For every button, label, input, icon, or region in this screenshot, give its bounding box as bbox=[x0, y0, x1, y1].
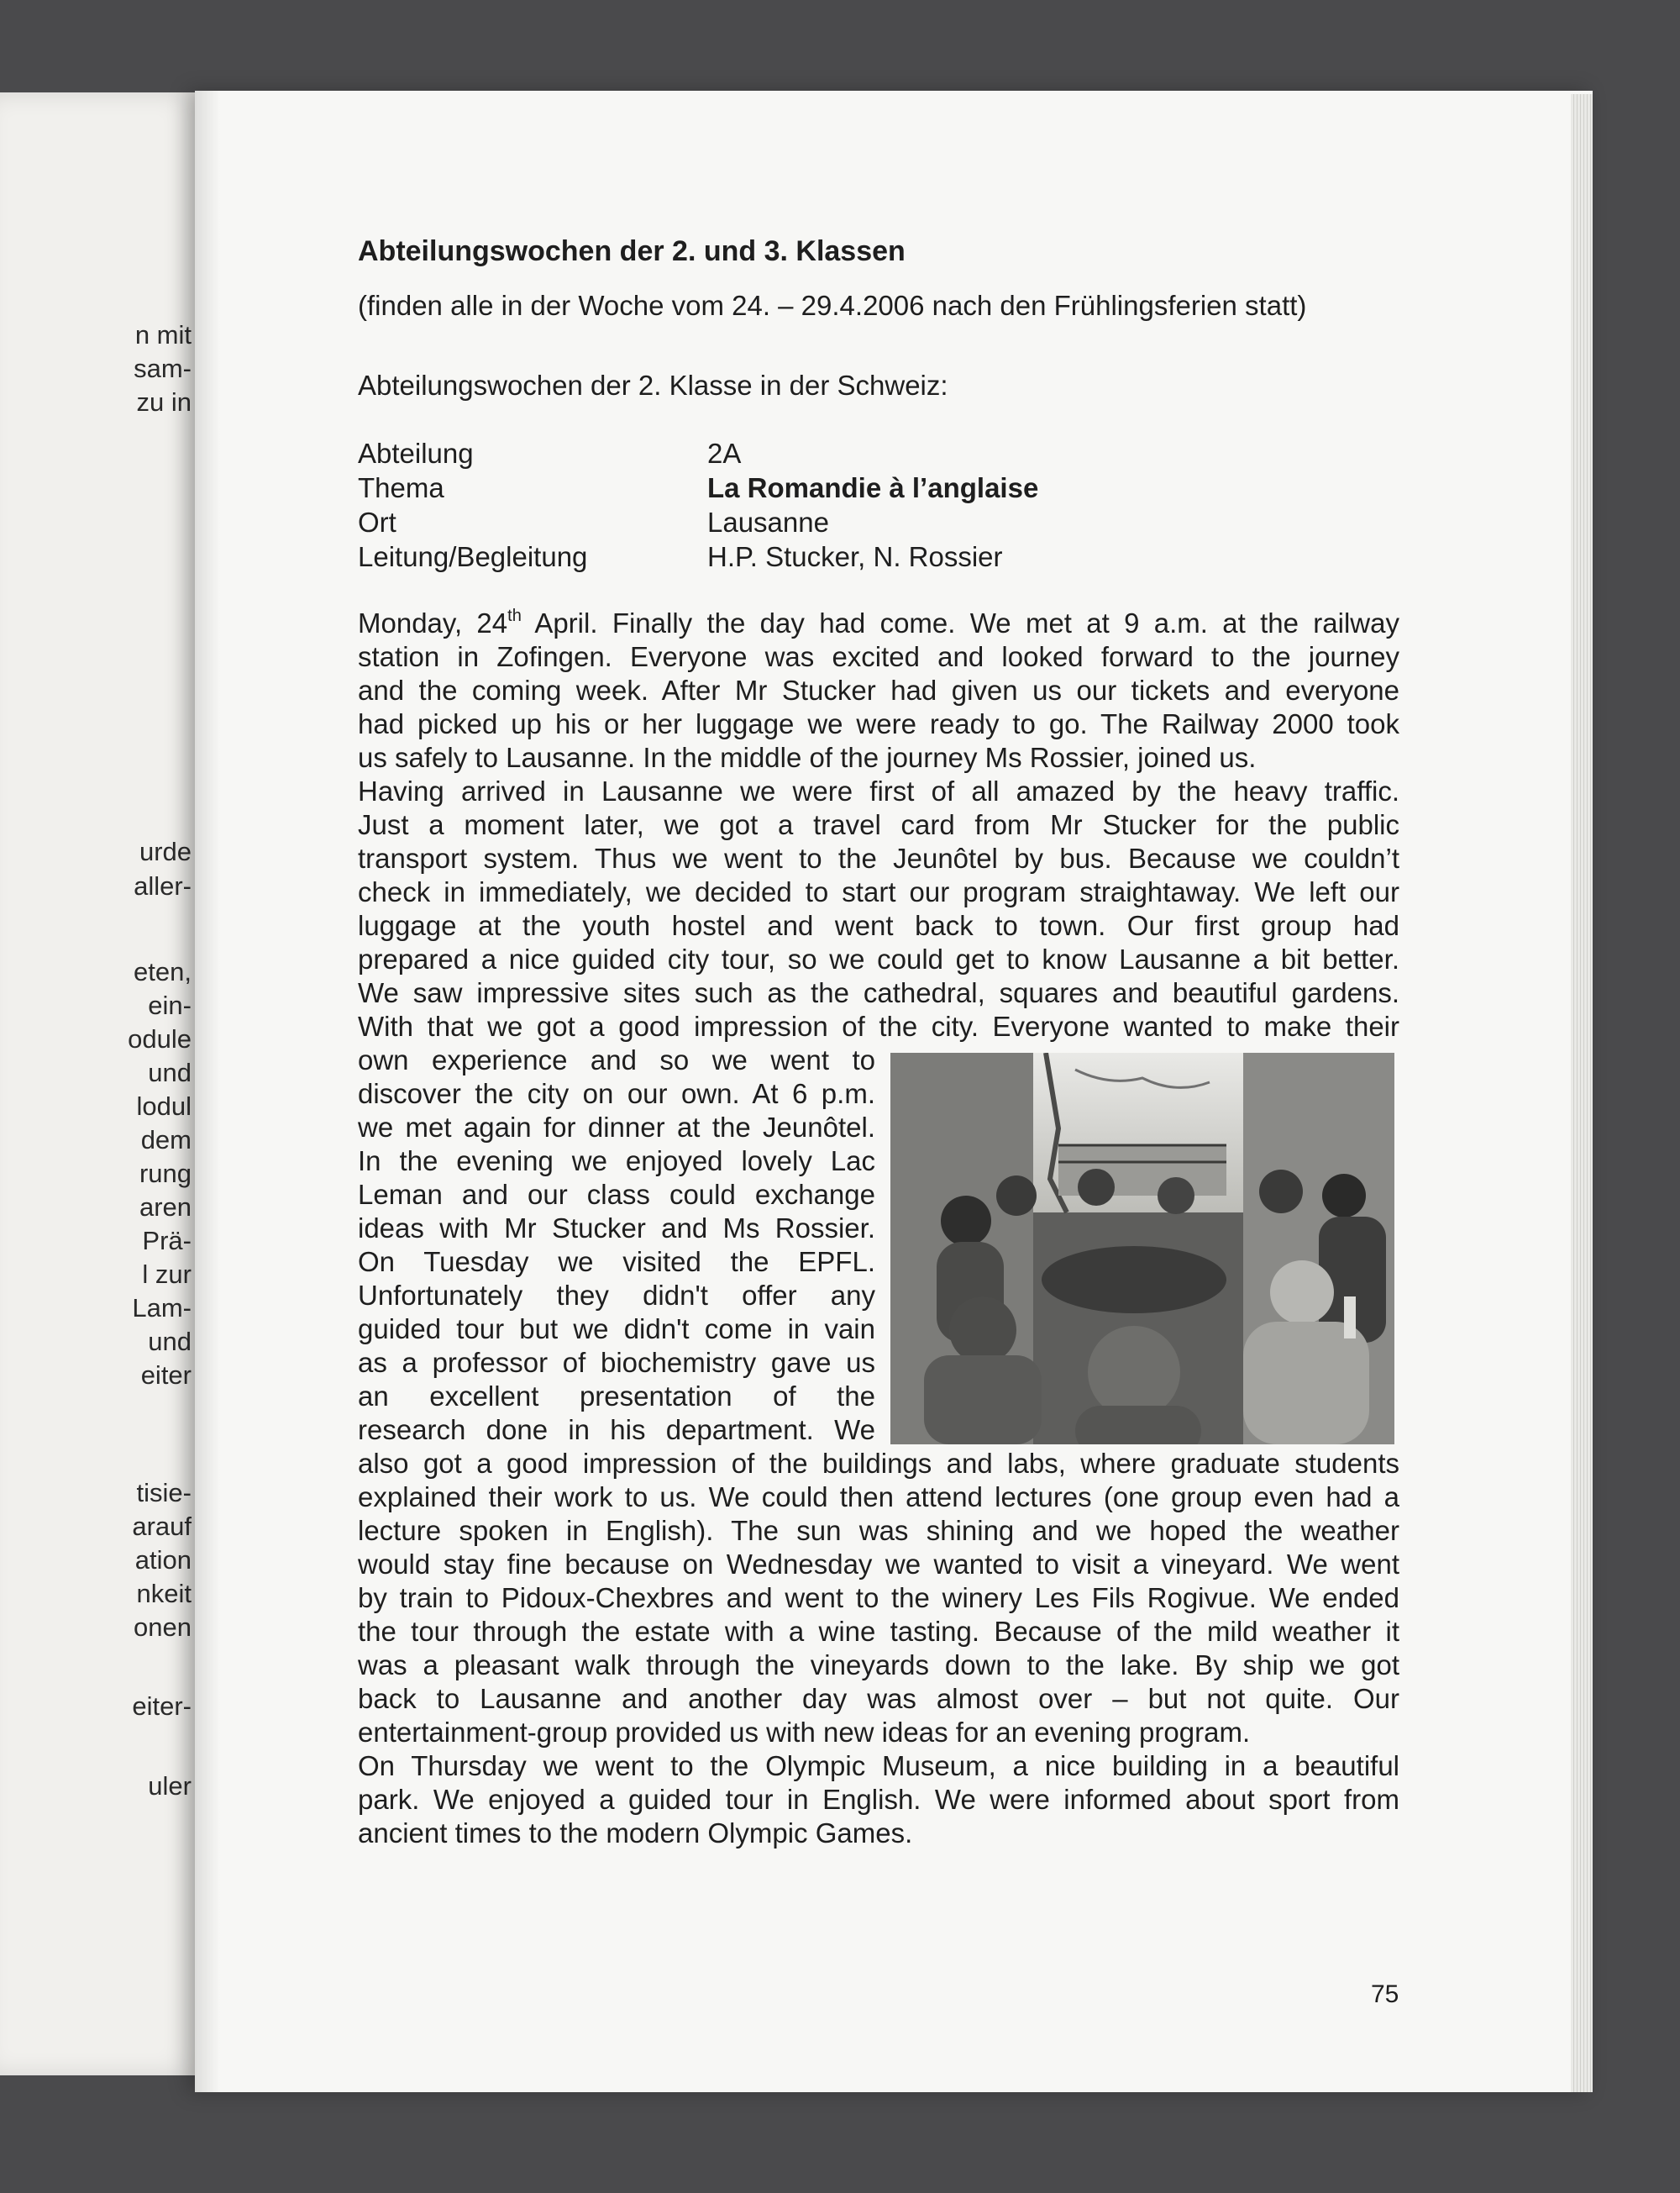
left-text-fragment: lodul bbox=[136, 1091, 192, 1121]
date-text: Monday, 24 bbox=[358, 607, 508, 639]
left-text-fragment: rung bbox=[139, 1159, 192, 1188]
body-line: guided tour but we didn't come in vain bbox=[358, 1313, 875, 1344]
left-text-fragment: n mit bbox=[134, 320, 192, 350]
meta-value-ort: Lausanne bbox=[707, 507, 829, 538]
left-text-fragment: aller- bbox=[134, 871, 192, 901]
left-text-fragment: eten, bbox=[134, 957, 192, 986]
body-line: In the evening we enjoyed lovely Lac bbox=[358, 1145, 875, 1176]
body-line: explained their work to us. We could then attend lectures (one group even had a bbox=[358, 1481, 1399, 1512]
left-text-fragment: eiter- bbox=[132, 1691, 192, 1721]
body-line: ancient times to the modern Olympic Games. bbox=[358, 1817, 913, 1849]
body-line: an excellent presentation of the bbox=[358, 1380, 875, 1412]
body-line: lecture spoken in English). The sun was shining and we hoped the weather bbox=[358, 1515, 1399, 1546]
body-line: would stay fine because on Wednesday we wanted to visit a vineyard. We went bbox=[358, 1549, 1399, 1580]
body-line: park. We enjoyed a guided tour in English. We were informed about sport from bbox=[358, 1784, 1399, 1815]
left-page bbox=[0, 92, 202, 2075]
meta-label-leitung: Leitung/Begleitung bbox=[358, 541, 588, 572]
page-number: 75 bbox=[1371, 1980, 1399, 2008]
left-text-fragment: ation bbox=[134, 1545, 192, 1575]
left-text-fragment: zu in bbox=[136, 387, 192, 417]
body-line: back to Lausanne and another day was almost over – but not quite. Our bbox=[358, 1683, 1399, 1714]
article-intro: Abteilungswochen der 2. Klasse in der Schweiz: bbox=[358, 370, 948, 401]
group-photo bbox=[890, 1053, 1394, 1444]
body-line: transport system. Thus we went to the Jeunôtel by bus. Because we couldn’t bbox=[358, 843, 1399, 874]
body-line: as a professor of biochemistry gave us bbox=[358, 1347, 875, 1378]
article-title: Abteilungswochen der 2. und 3. Klassen bbox=[358, 235, 906, 267]
left-text-fragment: onen bbox=[134, 1612, 192, 1642]
left-text-fragment: l zur bbox=[142, 1260, 192, 1289]
body-line bbox=[358, 609, 1399, 637]
body-line: Just a moment later, we got a travel card from Mr Stucker for the public bbox=[358, 809, 1399, 840]
left-text-fragment: eiter bbox=[140, 1360, 192, 1390]
left-text-fragment: tisie- bbox=[136, 1478, 192, 1507]
left-text-fragment: nkeit bbox=[136, 1579, 192, 1608]
body-line: we met again for dinner at the Jeunôtel. bbox=[358, 1112, 875, 1143]
left-text-fragment: uler bbox=[148, 1771, 192, 1801]
meta-label-ort: Ort bbox=[358, 507, 396, 538]
group-photo-image bbox=[890, 1053, 1394, 1444]
body-line: discover the city on our own. At 6 p.m. bbox=[358, 1078, 875, 1109]
body-line: research done in his department. We bbox=[358, 1414, 875, 1445]
date-superscript: th bbox=[507, 607, 522, 625]
left-text-fragment: und bbox=[148, 1058, 192, 1087]
body-line: own experience and so we went to bbox=[358, 1044, 875, 1075]
body-line: prepared a nice guided city tour, so we could get to know Lausanne a bit better. bbox=[358, 944, 1399, 975]
body-line: We saw impressive sites such as the cathedral, squares and beautiful gardens. bbox=[358, 977, 1399, 1008]
meta-label-thema: Thema bbox=[358, 472, 444, 503]
body-line: ideas with Mr Stucker and Ms Rossier. bbox=[358, 1212, 875, 1244]
body-line: had picked up his or her luggage we were ready to go. The Railway 2000 took bbox=[358, 708, 1399, 739]
left-text-fragment: aren bbox=[139, 1192, 192, 1222]
body-line: entertainment-group provided us with new ideas for an evening program. bbox=[358, 1717, 1251, 1748]
body-line: luggage at the youth hostel and went back to town. Our first group had bbox=[358, 910, 1399, 941]
left-text-fragment: Lam- bbox=[132, 1293, 192, 1323]
meta-value-abteilung: 2A bbox=[707, 438, 742, 469]
page-edge bbox=[1571, 94, 1593, 2092]
body-line: On Tuesday we visited the EPFL. bbox=[358, 1246, 875, 1277]
body-line: Having arrived in Lausanne we were first of all amazed by the heavy traffic. bbox=[358, 776, 1399, 807]
body-line: On Thursday we went to the Olympic Museum, a nice building in a beautiful bbox=[358, 1750, 1399, 1781]
left-text-fragment: dem bbox=[140, 1125, 192, 1154]
body-line: also got a good impression of the buildings and labs, where graduate students bbox=[358, 1448, 1399, 1479]
body-line: Leman and our class could exchange bbox=[358, 1179, 875, 1210]
left-text-fragment: Prä- bbox=[142, 1226, 192, 1255]
body-line: us safely to Lausanne. In the middle of the journey Ms Rossier, joined us. bbox=[358, 742, 1257, 773]
meta-value-leitung: H.P. Stucker, N. Rossier bbox=[707, 541, 1003, 572]
body-line: Unfortunately they didn't offer any bbox=[358, 1280, 875, 1311]
left-text-fragment: ein- bbox=[148, 991, 192, 1020]
left-text-fragment: und bbox=[148, 1327, 192, 1356]
body-line: With that we got a good impression of the city. Everyone wanted to make their bbox=[358, 1011, 1399, 1042]
left-text-fragment: arauf bbox=[132, 1512, 192, 1541]
body-line: by train to Pidoux-Chexbres and went to the winery Les Fils Rogivue. We ended bbox=[358, 1582, 1399, 1613]
first-line-rest: April. Finally the day had come. We met at 9 a.m. at the railway bbox=[521, 607, 1399, 639]
body-line: the tour through the estate with a wine tasting. Because of the mild weather it bbox=[358, 1616, 1399, 1647]
body-line: was a pleasant walk through the vineyards down to the lake. By ship we got bbox=[358, 1649, 1399, 1680]
meta-label-abteilung: Abteilung bbox=[358, 438, 474, 469]
body-line: and the coming week. After Mr Stucker had given us our tickets and everyone bbox=[358, 675, 1399, 706]
gutter-shadow bbox=[195, 91, 220, 2092]
left-text-fragment: urde bbox=[139, 837, 192, 866]
left-text-fragment: odule bbox=[128, 1024, 192, 1054]
body-line: check in immediately, we decided to start our program straightaway. We left our bbox=[358, 876, 1399, 907]
left-text-fragment: sam- bbox=[134, 354, 192, 383]
body-line: station in Zofingen. Everyone was excited and looked forward to the journey bbox=[358, 641, 1399, 672]
article-subtitle: (finden alle in der Woche vom 24. – 29.4.2006 nach den Frühlingsferien statt) bbox=[358, 290, 1307, 321]
meta-value-thema: La Romandie à l’anglaise bbox=[707, 472, 1039, 503]
